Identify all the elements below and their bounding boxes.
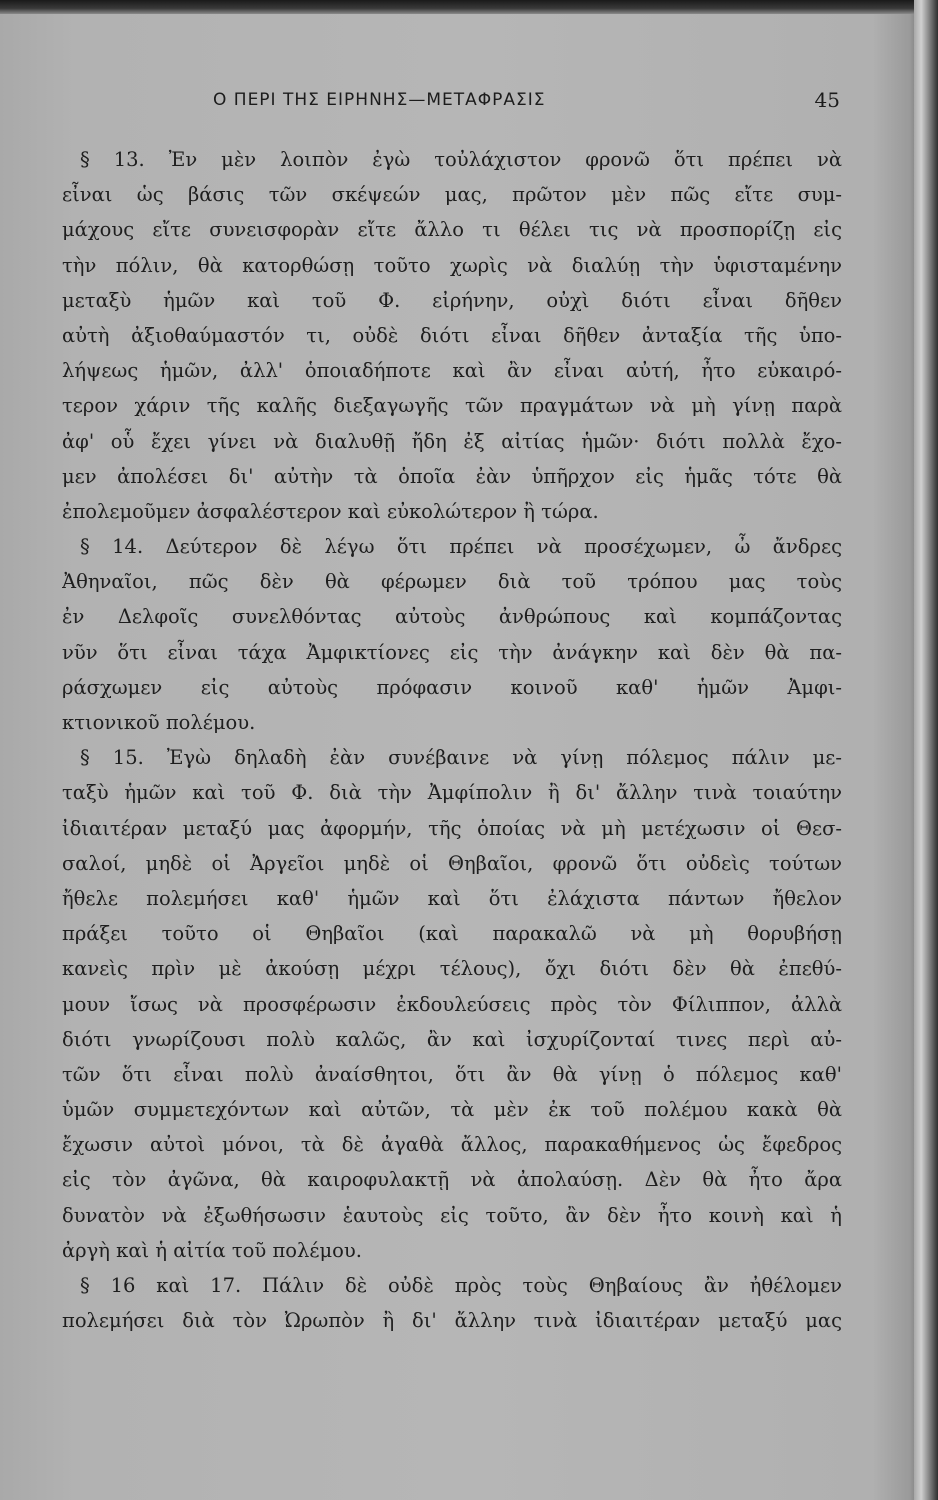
page-header — [65, 88, 840, 118]
text-line: ράσχωμεν εἰς αὐτοὺς πρόφασιν κοινοῦ καθ' ἡμῶν Ἀμφι- — [62, 675, 842, 699]
text-line: διότι γνωρίζουσι πολὺ καλῶς, ἂν καὶ ἰσχυρίζονταί τινες περὶ αὐ- — [62, 1027, 842, 1051]
text-line: πράξει τοῦτο οἱ Θηβαῖοι (καὶ παρακαλῶ νὰ μὴ θορυβήσῃ — [62, 922, 842, 946]
text-line: μάχους εἴτε συνεισφορὰν εἴτε ἄλλο τι θέλει τις νὰ προσπορίζῃ εἰς — [62, 218, 842, 242]
text-line: μουν ἴσως νὰ προσφέρωσιν ἐκδουλεύσεις πρὸς τὸν Φίλιππον, ἀλλὰ — [62, 992, 842, 1016]
text-line: τερον χάριν τῆς καλῆς διεξαγωγῆς τῶν πραγμάτων νὰ μὴ γίνῃ παρὰ — [62, 394, 842, 418]
text-line: κανεὶς πρὶν μὲ ἀκούσῃ μέχρι τέλους), ὄχι διότι δὲν θὰ ἐπεθύ- — [62, 957, 842, 981]
text-line: ἰδιαιτέραν μεταξύ μας ἀφορμήν, τῆς ὁποίας νὰ μὴ μετέχωσιν οἱ Θεσ- — [62, 816, 842, 840]
text-line: ἔχωσιν αὐτοὶ μόνοι, τὰ δὲ ἀγαθὰ ἄλλος, παρακαθήμενος ὡς ἔφεδρος — [62, 1133, 842, 1157]
text-line: ἐπολεμοῦμεν ἀσφαλέστερον καὶ εὐκολώτερον ἢ τώρα. — [62, 499, 599, 523]
text-line: § 16 καὶ 17. Πάλιν δὲ οὐδὲ πρὸς τοὺς Θηβαίους ἂν ἠθέλομεν — [80, 1274, 842, 1297]
page-top-edge — [0, 0, 938, 14]
running-head: Ο ΠΕΡΙ ΤΗΣ ΕΙΡΗΝΗΣ—ΜΕΤΑΦΡΑΣΙΣ — [213, 90, 546, 110]
text-line: ὑμῶν συμμετεχόντων καὶ αὐτῶν, τὰ μὲν ἐκ τοῦ πολέμου κακὰ θὰ — [62, 1098, 842, 1122]
text-line: δυνατὸν νὰ ἐξωθήσωσιν ἑαυτοὺς εἰς τοῦτο, ἂν δὲν ἦτο κοινὴ καὶ ἡ — [62, 1203, 842, 1227]
text-line: ἀργὴ καὶ ἡ αἰτία τοῦ πολέμου. — [62, 1238, 362, 1262]
text-line: τὴν πόλιν, θὰ κατορθώσῃ τοῦτο χωρὶς νὰ διαλύῃ τὴν ὑφισταμένην — [62, 253, 842, 277]
text-line: μεν ἀπολέσει δι' αὐτὴν τὰ ὁποῖα ἐὰν ὑπῆρχον εἰς ἡμᾶς τότε θὰ — [62, 464, 842, 488]
text-line: μεταξὺ ἡμῶν καὶ τοῦ Φ. εἰρήνην, οὐχὶ διότι εἶναι δῆθεν — [62, 288, 842, 312]
text-line: κτιονικοῦ πολέμου. — [62, 711, 256, 734]
book-spine-edge — [914, 0, 938, 1500]
text-line: πολεμήσει διὰ τὸν Ὠρωπὸν ἢ δι' ἄλλην τινὰ ἰδιαιτέραν μεταξύ μας — [62, 1309, 842, 1333]
text-line: ἤθελε πολεμήσει καθ' ἡμῶν καὶ ὅτι ἐλάχιστα πάντων ἤθελον — [62, 886, 842, 910]
text-line: ἐν Δελφοῖς συνελθόντας αὐτοὺς ἀνθρώπους καὶ κομπάζοντας — [62, 605, 842, 629]
text-line: § 13. Ἐν μὲν λοιπὸν ἐγὼ τοὐλάχιστον φρονῶ ὅτι πρέπει νὰ — [80, 148, 842, 171]
text-line: Ἀθηναῖοι, πῶς δὲν θὰ φέρωμεν διὰ τοῦ τρόπου μας τοὺς — [62, 570, 842, 594]
text-line: ταξὺ ἡμῶν καὶ τοῦ Φ. διὰ τὴν Ἀμφίπολιν ἢ δι' ἄλλην τινὰ τοιαύτην — [62, 781, 842, 805]
body-text — [62, 142, 842, 1338]
text-line: εἰς τὸν ἀγῶνα, θὰ καιροφυλακτῇ νὰ ἀπολαύσῃ. Δὲν θὰ ἦτο ἄρα — [62, 1168, 842, 1192]
text-line: τῶν ὅτι εἶναι πολὺ ἀναίσθητοι, ὅτι ἂν θὰ γίνῃ ὁ πόλεμος καθ' — [62, 1062, 842, 1086]
text-line: § 15. Ἐγὼ δηλαδὴ ἐὰν συνέβαινε νὰ γίνῃ πόλεμος πάλιν με- — [80, 746, 842, 770]
text-line: νῦν ὅτι εἶναι τάχα Ἀμφικτίονες εἰς τὴν ἀνάγκην καὶ δὲν θὰ πα- — [62, 640, 842, 664]
page-number: 45 — [814, 88, 840, 112]
text-line: αὐτὴ ἀξιοθαύμαστόν τι, οὐδὲ διότι εἶναι δῆθεν ἀνταξία τῆς ὑπο- — [62, 323, 842, 347]
text-line: σαλοί, μηδὲ οἱ Ἀργεῖοι μηδὲ οἱ Θηβαῖοι, φρονῶ ὅτι οὐδεὶς τούτων — [62, 851, 842, 875]
text-line: λήψεως ἡμῶν, ἀλλ' ὁποιαδήποτε καὶ ἂν εἶναι αὐτή, ἦτο εὐκαιρό- — [62, 359, 842, 383]
text-line: § 14. Δεύτερον δὲ λέγω ὅτι πρέπει νὰ προσέχωμεν, ὦ ἄνδρες — [80, 535, 842, 559]
text-line: εἶναι ὡς βάσις τῶν σκέψεών μας, πρῶτον μὲν πῶς εἴτε συμ- — [62, 183, 842, 207]
text-line: ἀφ' οὗ ἔχει γίνει νὰ διαλυθῇ ἤδη ἐξ αἰτίας ἡμῶν· διότι πολλὰ ἔχο- — [62, 429, 842, 453]
